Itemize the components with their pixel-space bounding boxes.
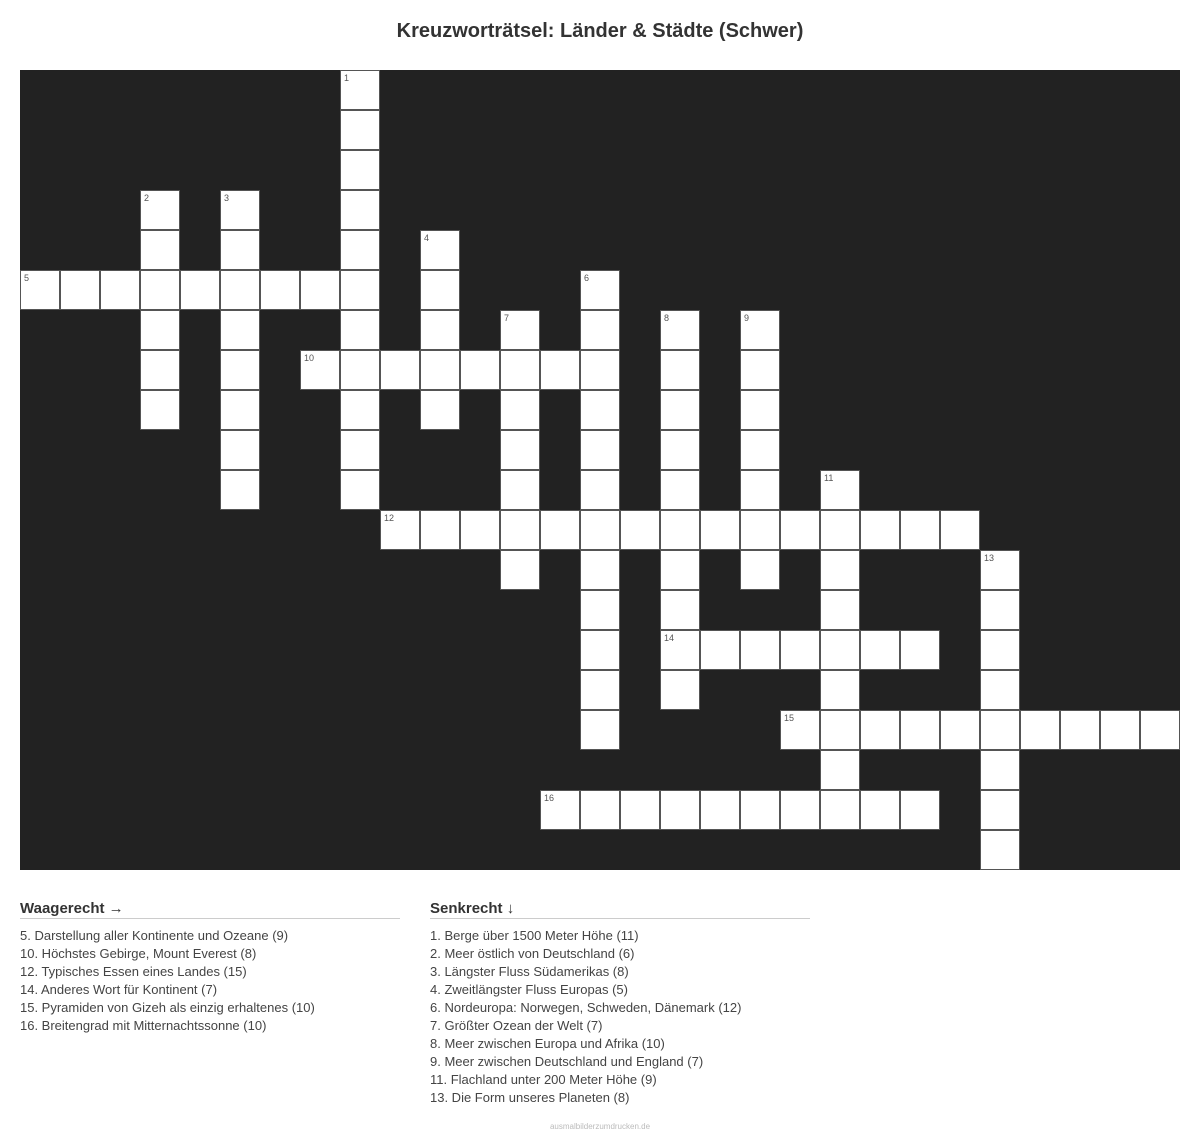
crossword-cell[interactable] bbox=[220, 190, 260, 230]
crossword-cell[interactable] bbox=[500, 350, 540, 390]
crossword-cell[interactable] bbox=[740, 350, 780, 390]
crossword-cell[interactable] bbox=[220, 390, 260, 430]
crossword-cell[interactable] bbox=[700, 790, 740, 830]
crossword-cell[interactable] bbox=[820, 510, 860, 550]
page-title: Kreuzworträtsel: Länder & Städte (Schwer) bbox=[396, 20, 804, 42]
crossword-cell[interactable] bbox=[340, 70, 380, 110]
crossword-cell[interactable] bbox=[980, 670, 1020, 710]
across-clue: 5. Darstellung aller Kontinente und Ozeane (9) bbox=[20, 928, 289, 943]
crossword-cell[interactable] bbox=[660, 430, 700, 470]
crossword-cell[interactable] bbox=[1140, 710, 1180, 750]
clue-number: 13 bbox=[984, 553, 995, 563]
crossword-cell[interactable] bbox=[1100, 710, 1140, 750]
clue-number: 12 bbox=[384, 513, 395, 523]
crossword-cell[interactable] bbox=[420, 510, 460, 550]
across-clue: 15. Pyramiden von Gizeh als einzig erhaltenes (10) bbox=[20, 1000, 315, 1015]
crossword-cell[interactable] bbox=[660, 350, 700, 390]
crossword-cell[interactable] bbox=[740, 390, 780, 430]
crossword-cell[interactable] bbox=[460, 350, 500, 390]
crossword-cell[interactable] bbox=[820, 470, 860, 510]
crossword-cell[interactable] bbox=[740, 510, 780, 550]
crossword-cell[interactable] bbox=[740, 630, 780, 670]
crossword-cell[interactable] bbox=[820, 550, 860, 590]
crossword-cell[interactable] bbox=[660, 390, 700, 430]
across-heading: Waagerecht → bbox=[20, 900, 400, 919]
crossword-cell[interactable] bbox=[580, 550, 620, 590]
crossword-cell[interactable] bbox=[340, 150, 380, 190]
crossword-cell[interactable] bbox=[860, 790, 900, 830]
crossword-cell[interactable] bbox=[580, 790, 620, 830]
crossword-cell[interactable] bbox=[340, 190, 380, 230]
crossword-cell[interactable] bbox=[580, 310, 620, 350]
crossword-cell[interactable] bbox=[100, 270, 140, 310]
crossword-cell[interactable] bbox=[980, 550, 1020, 590]
clue-number: 10 bbox=[304, 353, 315, 363]
crossword-cell[interactable] bbox=[220, 430, 260, 470]
clue-number: 14 bbox=[664, 633, 675, 643]
crossword-cell[interactable] bbox=[460, 510, 500, 550]
crossword-cell[interactable] bbox=[660, 630, 700, 670]
clue-number: 1 bbox=[344, 73, 350, 83]
crossword-cell[interactable] bbox=[900, 710, 940, 750]
crossword-cell[interactable] bbox=[420, 390, 460, 430]
crossword-cell[interactable] bbox=[780, 790, 820, 830]
crossword-cell[interactable] bbox=[140, 270, 180, 310]
crossword-cell[interactable] bbox=[660, 670, 700, 710]
crossword-cell[interactable] bbox=[940, 510, 980, 550]
crossword-cell[interactable] bbox=[340, 430, 380, 470]
crossword-cell[interactable] bbox=[580, 390, 620, 430]
crossword-cell[interactable] bbox=[580, 630, 620, 670]
clue-number: 15 bbox=[784, 713, 795, 723]
crossword-cell[interactable] bbox=[740, 310, 780, 350]
clue-number: 8 bbox=[664, 313, 670, 323]
crossword-cell[interactable] bbox=[500, 390, 540, 430]
down-clues bbox=[430, 900, 810, 1107]
crossword-cell[interactable] bbox=[180, 270, 220, 310]
crossword-cell[interactable] bbox=[740, 790, 780, 830]
crossword-cell[interactable] bbox=[300, 350, 340, 390]
crossword-cell[interactable] bbox=[220, 310, 260, 350]
crossword-cell[interactable] bbox=[300, 270, 340, 310]
crossword-cell[interactable] bbox=[420, 230, 460, 270]
down-clue-list bbox=[430, 927, 810, 1107]
crossword-cell[interactable] bbox=[580, 470, 620, 510]
clue-number: 4 bbox=[424, 233, 430, 243]
crossword-cell[interactable] bbox=[660, 310, 700, 350]
crossword-cell[interactable] bbox=[220, 350, 260, 390]
across-clue: 12. Typisches Essen eines Landes (15) bbox=[20, 964, 247, 979]
crossword-cell[interactable] bbox=[140, 390, 180, 430]
crossword-cell[interactable] bbox=[500, 550, 540, 590]
crossword-cell[interactable] bbox=[980, 630, 1020, 670]
crossword-grid bbox=[20, 70, 1180, 870]
crossword-cell[interactable] bbox=[220, 230, 260, 270]
crossword-cell[interactable] bbox=[340, 270, 380, 310]
crossword-cell[interactable] bbox=[740, 550, 780, 590]
crossword-cell[interactable] bbox=[220, 270, 260, 310]
crossword-cell[interactable] bbox=[700, 630, 740, 670]
crossword-cell[interactable] bbox=[780, 510, 820, 550]
crossword-cell[interactable] bbox=[540, 510, 580, 550]
footer-credit: ausmalbilderzumdrucken.de bbox=[549, 1122, 651, 1131]
across-clue: 10. Höchstes Gebirge, Mount Everest (8) bbox=[20, 946, 257, 961]
crossword-cell[interactable] bbox=[420, 270, 460, 310]
down-clue: 13. Die Form unseres Planeten (8) bbox=[430, 1090, 630, 1105]
crossword-cell[interactable] bbox=[580, 350, 620, 390]
down-clue: 11. Flachland unter 200 Meter Höhe (9) bbox=[430, 1072, 657, 1087]
crossword-cell[interactable] bbox=[1060, 710, 1100, 750]
crossword-cell[interactable] bbox=[820, 670, 860, 710]
crossword-cell[interactable] bbox=[60, 270, 100, 310]
crossword-cell[interactable] bbox=[140, 230, 180, 270]
crossword-cell[interactable] bbox=[580, 670, 620, 710]
crossword-cell[interactable] bbox=[820, 790, 860, 830]
crossword-cell[interactable] bbox=[580, 270, 620, 310]
crossword-cell[interactable] bbox=[340, 470, 380, 510]
crossword-cell[interactable] bbox=[980, 830, 1020, 870]
crossword-cell[interactable] bbox=[820, 590, 860, 630]
crossword-cell[interactable] bbox=[420, 310, 460, 350]
crossword-cell[interactable] bbox=[900, 790, 940, 830]
down-clue: 8. Meer zwischen Europa und Afrika (10) bbox=[430, 1036, 665, 1051]
crossword-cell[interactable] bbox=[980, 750, 1020, 790]
crossword-cell[interactable] bbox=[660, 470, 700, 510]
down-clue: 1. Berge über 1500 Meter Höhe (11) bbox=[430, 928, 639, 943]
clue-number: 2 bbox=[144, 193, 150, 203]
crossword-cell[interactable] bbox=[660, 590, 700, 630]
crossword-cell[interactable] bbox=[620, 510, 660, 550]
crossword-cell[interactable] bbox=[340, 110, 380, 150]
crossword-cell[interactable] bbox=[260, 270, 300, 310]
crossword-cell[interactable] bbox=[420, 350, 460, 390]
crossword-cell[interactable] bbox=[580, 590, 620, 630]
crossword-cell[interactable] bbox=[340, 350, 380, 390]
across-clue: 14. Anderes Wort für Kontinent (7) bbox=[20, 982, 218, 997]
clue-number: 6 bbox=[584, 273, 590, 283]
clue-number: 7 bbox=[504, 313, 510, 323]
crossword-cell[interactable] bbox=[340, 310, 380, 350]
down-clue: 4. Zweitlängster Fluss Europas (5) bbox=[430, 982, 628, 997]
crossword-cell[interactable] bbox=[140, 350, 180, 390]
down-clue: 6. Nordeuropa: Norwegen, Schweden, Dänemark (12) bbox=[430, 1000, 742, 1015]
crossword-cell[interactable] bbox=[780, 630, 820, 670]
crossword-cell[interactable] bbox=[860, 510, 900, 550]
crossword-cell[interactable] bbox=[700, 510, 740, 550]
across-clue-list bbox=[20, 927, 400, 1035]
crossword-cell[interactable] bbox=[500, 310, 540, 350]
crossword-cell[interactable] bbox=[980, 710, 1020, 750]
crossword-cell[interactable] bbox=[380, 510, 420, 550]
crossword-cell[interactable] bbox=[940, 710, 980, 750]
crossword-cell[interactable] bbox=[580, 510, 620, 550]
crossword-cell[interactable] bbox=[980, 790, 1020, 830]
crossword-cell[interactable] bbox=[380, 350, 420, 390]
crossword-cell[interactable] bbox=[500, 430, 540, 470]
crossword-cell[interactable] bbox=[540, 790, 580, 830]
crossword-cell[interactable] bbox=[1020, 710, 1060, 750]
crossword-cell[interactable] bbox=[740, 470, 780, 510]
clue-number: 11 bbox=[824, 473, 834, 483]
crossword-cell[interactable] bbox=[580, 430, 620, 470]
crossword-cell[interactable] bbox=[660, 510, 700, 550]
down-clue: 3. Längster Fluss Südamerikas (8) bbox=[430, 964, 629, 979]
clue-number: 3 bbox=[224, 193, 230, 203]
crossword-cell[interactable] bbox=[980, 590, 1020, 630]
crossword-cell[interactable] bbox=[500, 470, 540, 510]
clue-number: 16 bbox=[544, 793, 555, 803]
clue-number: 9 bbox=[744, 313, 750, 323]
crossword-cell[interactable] bbox=[500, 510, 540, 550]
clue-number: 5 bbox=[24, 273, 30, 283]
down-heading: Senkrecht ↓ bbox=[430, 900, 810, 919]
crossword-cell[interactable] bbox=[660, 790, 700, 830]
crossword-cell[interactable] bbox=[780, 710, 820, 750]
crossword-cell[interactable] bbox=[620, 790, 660, 830]
crossword-cell[interactable] bbox=[860, 710, 900, 750]
crossword-cell[interactable] bbox=[820, 630, 860, 670]
crossword-cell[interactable] bbox=[140, 310, 180, 350]
crossword-cell[interactable] bbox=[900, 510, 940, 550]
crossword-cell[interactable] bbox=[820, 710, 860, 750]
down-clue: 2. Meer östlich von Deutschland (6) bbox=[430, 946, 635, 961]
crossword-cell[interactable] bbox=[740, 430, 780, 470]
across-clues bbox=[20, 900, 400, 1035]
crossword-cell[interactable] bbox=[20, 270, 60, 310]
down-clue: 7. Größter Ozean der Welt (7) bbox=[430, 1018, 603, 1033]
crossword-cell[interactable] bbox=[580, 710, 620, 750]
crossword-cell[interactable] bbox=[820, 750, 860, 790]
crossword-cell[interactable] bbox=[220, 470, 260, 510]
crossword-cell[interactable] bbox=[340, 230, 380, 270]
crossword-cell[interactable] bbox=[660, 550, 700, 590]
crossword-cell[interactable] bbox=[860, 630, 900, 670]
across-clue: 16. Breitengrad mit Mitternachtssonne (10) bbox=[20, 1018, 267, 1033]
crossword-cell[interactable] bbox=[540, 350, 580, 390]
crossword-cell[interactable] bbox=[340, 390, 380, 430]
crossword-cell[interactable] bbox=[900, 630, 940, 670]
crossword-cell[interactable] bbox=[140, 190, 180, 230]
down-clue: 9. Meer zwischen Deutschland und England (7) bbox=[430, 1054, 704, 1069]
